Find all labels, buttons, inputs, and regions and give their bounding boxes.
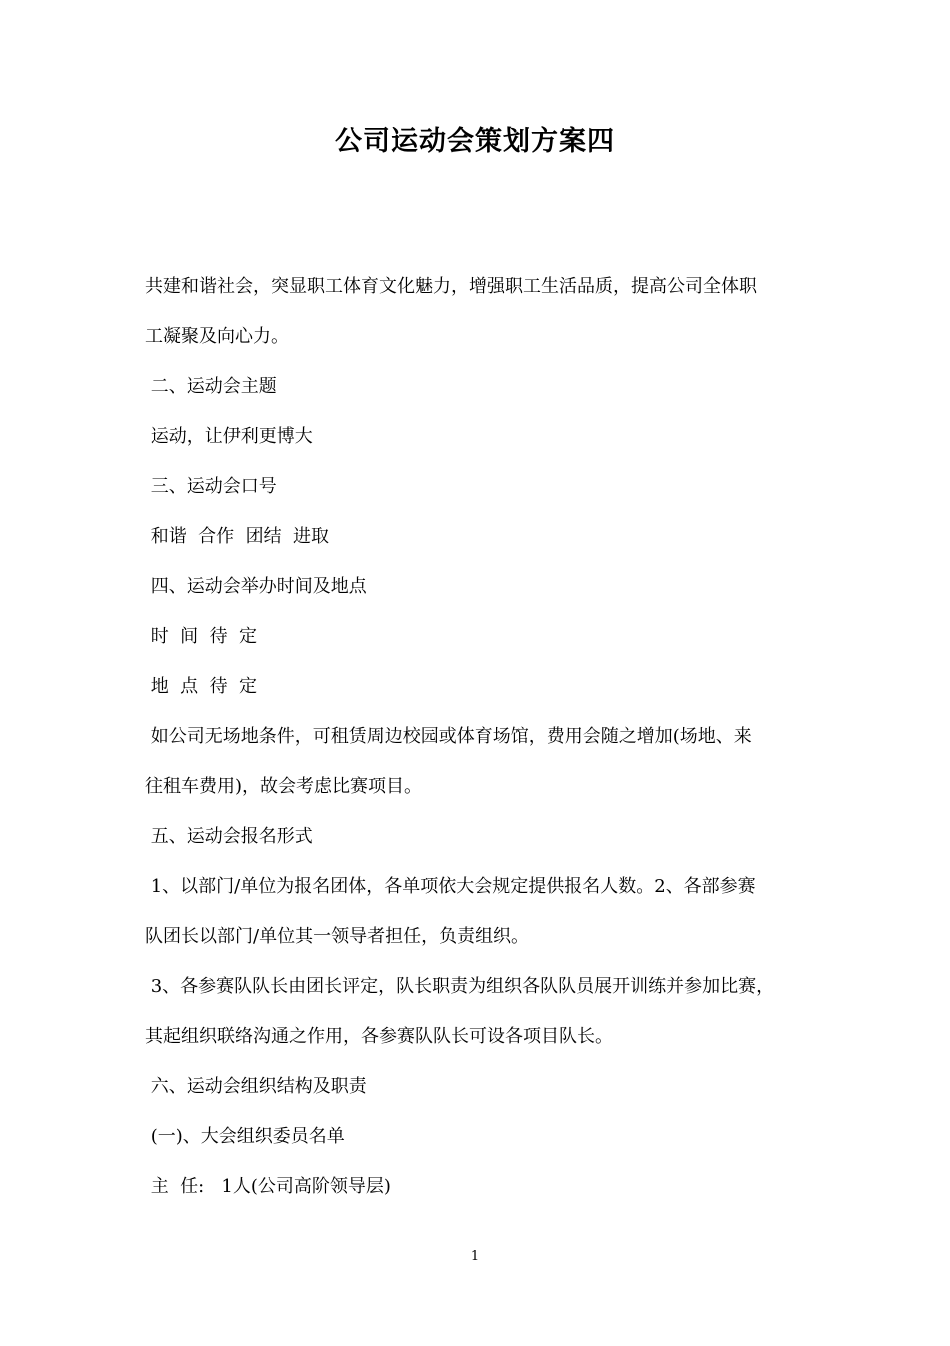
paragraph-line: 其起组织联络沟通之作用，各参赛队队长可设各项目队长。 <box>145 1026 613 1047</box>
paragraph-line: 地 点 待 定 <box>145 676 258 697</box>
section-heading: 六、运动会组织结构及职责 <box>145 1076 367 1097</box>
section-heading: 三、运动会口号 <box>145 476 277 497</box>
section-heading: 二、运动会主题 <box>145 376 277 397</box>
subsection-heading: (一)、大会组织委员名单 <box>145 1126 345 1147</box>
paragraph-line: 和谐 合作 团结 进取 <box>145 526 330 547</box>
paragraph-line: 运动，让伊利更博大 <box>145 426 313 447</box>
section-heading: 四、运动会举办时间及地点 <box>145 576 367 597</box>
paragraph-line: 队团长以部门/单位其一领导者担任，负责组织。 <box>145 926 530 947</box>
paragraph-line: 工凝聚及向心力。 <box>145 326 289 347</box>
paragraph-line: 共建和谐社会，突显职工体育文化魅力，增强职工生活品质，提高公司全体职 <box>145 276 757 297</box>
section-heading: 五、运动会报名形式 <box>145 826 313 847</box>
document-body <box>145 262 810 1212</box>
document-title: 公司运动会策划方案四 <box>335 126 615 157</box>
paragraph-line: 时 间 待 定 <box>145 626 258 647</box>
paragraph-line: 往租车费用)，故会考虑比赛项目。 <box>145 776 423 797</box>
paragraph-line: 1、以部门/单位为报名团体，各单项依大会规定提供报名人数。2、各部参赛 <box>145 876 756 897</box>
paragraph-line: 如公司无场地条件，可租赁周边校园或体育场馆，费用会随之增加(场地、来 <box>145 726 752 747</box>
page-number: 1 <box>470 1249 480 1264</box>
paragraph-line: 3、各参赛队队长由团长评定，队长职责为组织各队队员展开训练并参加比赛， <box>145 976 775 997</box>
paragraph-line: 主 任: 1人(公司高阶领导层) <box>145 1176 391 1197</box>
